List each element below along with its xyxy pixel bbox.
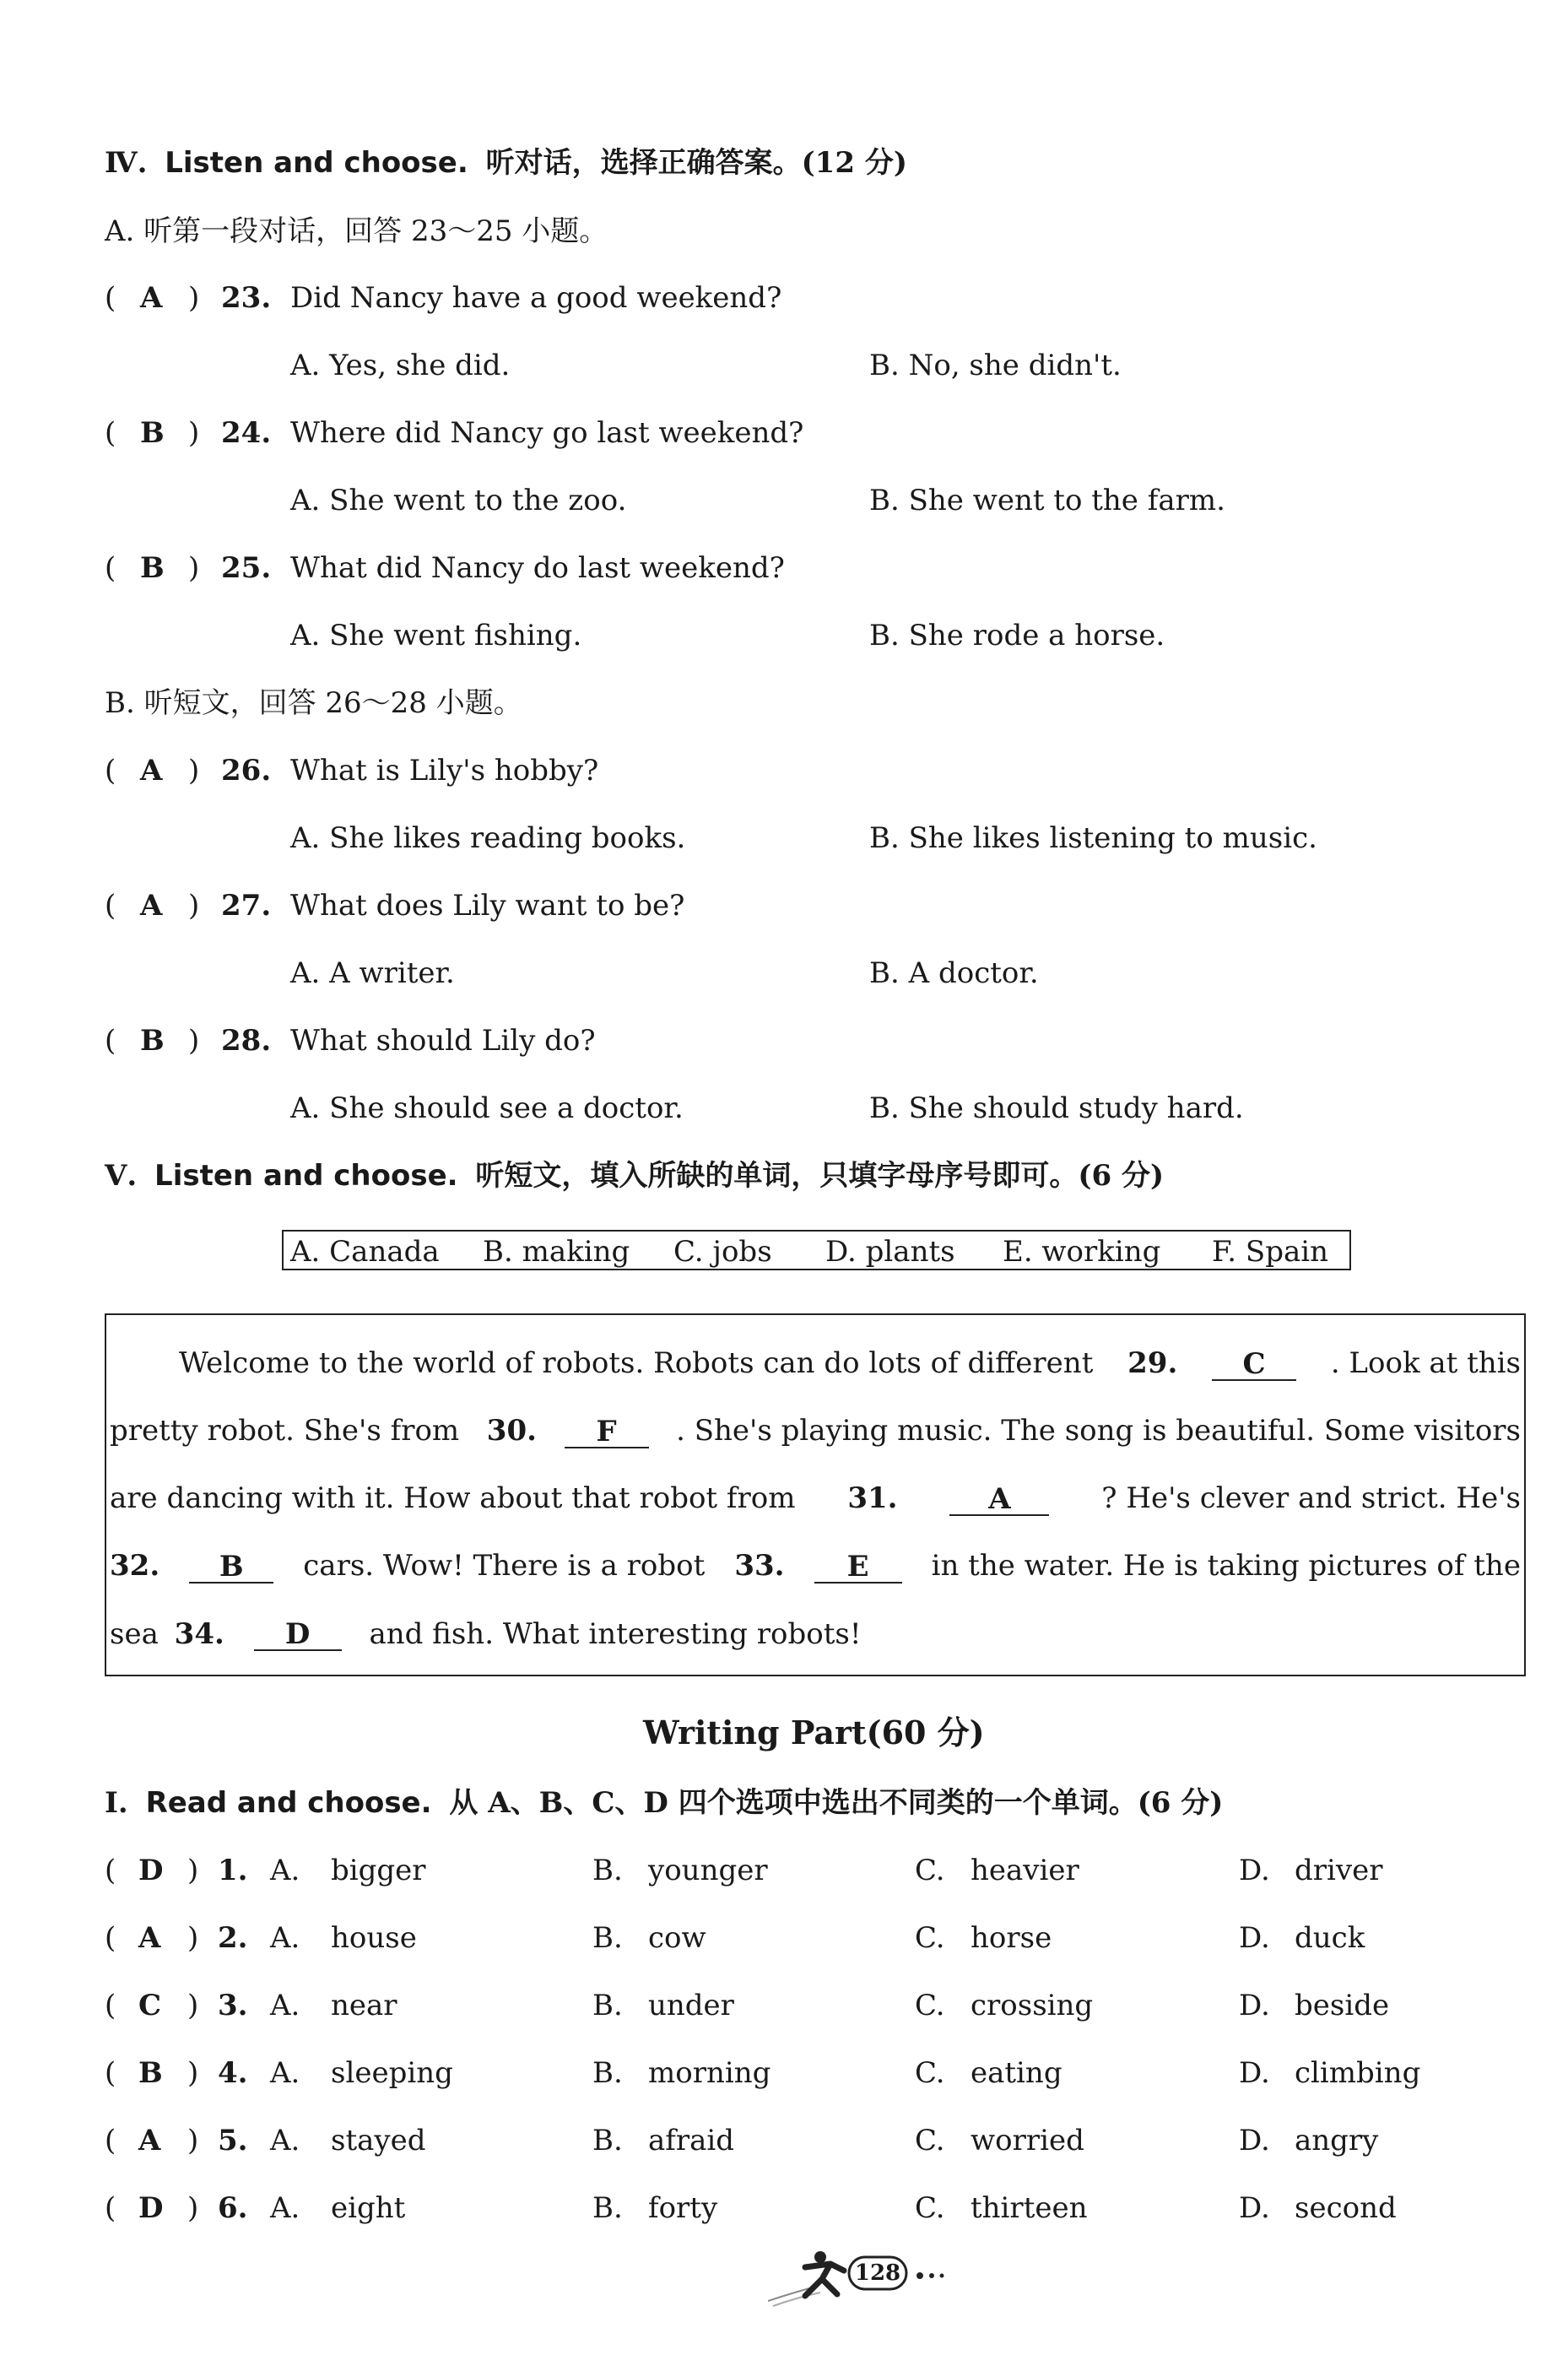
- answer-paren-open: (: [105, 1024, 116, 1058]
- option-b-label: B.: [592, 1921, 623, 1955]
- question-text: Did Nancy have a good weekend?: [290, 281, 782, 315]
- answer-blank: A: [949, 1484, 1049, 1516]
- option-a: A. She went to the zoo.: [290, 484, 627, 517]
- blank-number: 32.: [110, 1549, 160, 1583]
- option-c: crossing: [971, 1989, 1094, 2022]
- option-b: morning: [648, 2056, 771, 2090]
- passage-text: . She's playing music. The song is beautiful. Some visitors: [676, 1414, 1521, 1448]
- option-a: house: [331, 1921, 417, 1955]
- blank-number: 34.: [174, 1617, 224, 1651]
- question-number: 28.: [221, 1024, 272, 1058]
- option-a-label: A.: [270, 1921, 300, 1955]
- option-d-label: D.: [1239, 2124, 1270, 2157]
- option-a-label: A.: [270, 2124, 300, 2157]
- answer-value: A: [140, 754, 163, 788]
- option-a: bigger: [331, 1854, 426, 1887]
- answer-paren-open: (: [105, 2124, 116, 2157]
- option-c-label: C.: [915, 1854, 945, 1887]
- option-c-label: C.: [915, 2191, 945, 2225]
- passage-text: cars. Wow! There is a robot: [303, 1549, 706, 1583]
- option-c-label: C.: [915, 1921, 945, 1955]
- answer-paren-open: (: [105, 889, 116, 923]
- question-number: 26.: [221, 754, 272, 788]
- option-a-label: A.: [270, 2056, 300, 2090]
- passage-line: [110, 1481, 1521, 1516]
- question-number: 25.: [221, 551, 272, 585]
- option-d: angry: [1295, 2124, 1379, 2157]
- option-a: eight: [331, 2191, 406, 2225]
- answer-value: B: [140, 551, 165, 585]
- option-b: B. She likes listening to music.: [869, 821, 1317, 855]
- option-a: A. She should see a doctor.: [290, 1091, 684, 1125]
- answer-paren-close: ): [187, 2056, 199, 2090]
- answer-blank: D: [254, 1619, 342, 1651]
- option-b: afraid: [648, 2124, 735, 2157]
- answer-value: A: [140, 281, 163, 315]
- question-text: What did Nancy do last weekend?: [290, 551, 785, 585]
- word-option-a: A. Canada: [290, 1235, 440, 1269]
- question-number: 23.: [221, 281, 272, 315]
- option-b: B. She rode a horse.: [869, 619, 1165, 652]
- section5-instruction: 听短文，填入所缺的单词，只填字母序号即可。(6 分): [475, 1159, 1165, 1193]
- writing-section1-num: Ⅰ.: [105, 1786, 128, 1820]
- answer-paren-open: (: [105, 1921, 116, 1955]
- answer-paren-open: (: [105, 416, 116, 450]
- option-d-label: D.: [1239, 2056, 1270, 2090]
- option-d: duck: [1295, 1921, 1365, 1955]
- answer-paren-close: ): [187, 2124, 199, 2157]
- option-b: B. She went to the farm.: [869, 484, 1225, 517]
- option-d-label: D.: [1239, 1921, 1270, 1955]
- question-text: Where did Nancy go last weekend?: [290, 416, 804, 450]
- passage-text: are dancing with it. How about that robot from: [110, 1481, 796, 1515]
- answer-paren-close: ): [188, 1024, 200, 1058]
- blank-number: 30.: [486, 1414, 537, 1448]
- option-b: B. She should study hard.: [869, 1091, 1244, 1125]
- option-a: A. She likes reading books.: [290, 821, 686, 855]
- option-d: beside: [1295, 1989, 1390, 2022]
- option-c: worried: [971, 2124, 1084, 2157]
- question-number: 4.: [218, 2056, 248, 2090]
- option-a: A. She went fishing.: [290, 619, 582, 652]
- section4-title: Listen and choose.: [165, 146, 468, 180]
- answer-paren-close: ): [187, 1989, 199, 2022]
- answer-paren-close: ): [188, 416, 200, 450]
- option-a: near: [331, 1989, 397, 2022]
- answer-paren-close: ): [187, 2191, 199, 2225]
- question-number: 6.: [218, 2191, 248, 2225]
- answer-paren-close: ): [188, 754, 200, 788]
- writing-section1-header: [105, 1786, 1224, 1820]
- section4-part-b: B. 听短文，回答 26～28 小题。: [105, 686, 522, 720]
- option-d: driver: [1295, 1854, 1383, 1887]
- option-b-label: B.: [592, 2056, 623, 2090]
- answer-value: B: [140, 416, 165, 450]
- option-b-label: B.: [592, 2191, 623, 2225]
- option-c-label: C.: [915, 1989, 945, 2022]
- answer-paren-open: (: [105, 551, 116, 585]
- option-d-label: D.: [1239, 1854, 1270, 1887]
- word-bank-box: [282, 1230, 1351, 1270]
- option-c-label: C.: [915, 2056, 945, 2090]
- page-footer: [768, 2245, 962, 2318]
- blank-number: 31.: [847, 1481, 898, 1515]
- option-d: climbing: [1295, 2056, 1421, 2090]
- question-text: What does Lily want to be?: [290, 889, 685, 923]
- question-number: 24.: [221, 416, 272, 450]
- option-a-label: A.: [270, 1989, 300, 2022]
- option-b-label: B.: [592, 1989, 623, 2022]
- passage-text: ? He's clever and strict. He's: [1101, 1481, 1521, 1515]
- answer-value: C: [138, 1989, 162, 2022]
- passage-line: [179, 1346, 1521, 1381]
- passage-line: [110, 1551, 1521, 1584]
- question-number: 2.: [218, 1921, 248, 1955]
- option-c: horse: [971, 1921, 1052, 1955]
- question-number: 3.: [218, 1989, 248, 2022]
- option-c: eating: [971, 2056, 1062, 2090]
- option-b-label: B.: [592, 2124, 623, 2157]
- question-number: 27.: [221, 889, 272, 923]
- answer-paren-open: (: [105, 1989, 116, 2022]
- answer-paren-open: (: [105, 754, 116, 788]
- passage-text: . Look at this: [1330, 1346, 1521, 1380]
- option-d-label: D.: [1239, 2191, 1270, 2225]
- option-b: B. A doctor.: [869, 956, 1039, 990]
- word-option-d: D. plants: [825, 1235, 955, 1269]
- answer-blank: E: [814, 1551, 902, 1584]
- answer-paren-close: ): [188, 889, 200, 923]
- answer-value: A: [138, 1921, 161, 1955]
- answer-blank: C: [1212, 1349, 1296, 1381]
- writing-section1-instruction: 从 A、B、C、D 四个选项中选出不同类的一个单词。(6 分): [449, 1786, 1224, 1820]
- answer-value: A: [140, 889, 163, 923]
- answer-value: A: [138, 2124, 161, 2157]
- answer-paren-close: ): [187, 1854, 199, 1887]
- option-a: A. A writer.: [290, 956, 455, 990]
- option-b: younger: [648, 1854, 768, 1887]
- option-b: under: [648, 1989, 734, 2022]
- answer-value: B: [138, 2056, 163, 2090]
- question-number: 5.: [218, 2124, 248, 2157]
- option-a: sleeping: [331, 2056, 453, 2090]
- option-c-label: C.: [915, 2124, 945, 2157]
- blank-number: 29.: [1127, 1346, 1178, 1380]
- answer-paren-open: (: [105, 1854, 116, 1887]
- option-d: second: [1295, 2191, 1397, 2225]
- option-a: stayed: [331, 2124, 426, 2157]
- option-b-label: B.: [592, 1854, 623, 1887]
- option-b: cow: [648, 1921, 706, 1955]
- blank-number: 33.: [734, 1549, 785, 1583]
- section4-header: [105, 146, 907, 180]
- question-text: What is Lily's hobby?: [290, 754, 599, 788]
- passage-text: sea: [110, 1617, 159, 1651]
- passage-line: [110, 1619, 862, 1651]
- answer-paren-open: (: [105, 2056, 116, 2090]
- section5-title: Listen and choose.: [154, 1159, 458, 1193]
- section4-part-a: A. 听第一段对话，回答 23～25 小题。: [105, 214, 608, 248]
- page-number: 128: [854, 2260, 901, 2286]
- option-a: A. Yes, she did.: [290, 349, 511, 382]
- answer-paren-open: (: [105, 281, 116, 315]
- passage-text: Welcome to the world of robots. Robots can do lots of different: [179, 1346, 1094, 1380]
- section4-instruction: 听对话，选择正确答案。(12 分): [485, 146, 907, 180]
- section4-num: Ⅳ.: [105, 146, 148, 180]
- option-c: heavier: [971, 1854, 1079, 1887]
- answer-value: D: [138, 2191, 164, 2225]
- writing-part-title: Writing Part(60 分): [643, 1713, 985, 1751]
- question-text: What should Lily do?: [290, 1024, 596, 1058]
- section5-header: [105, 1159, 1165, 1193]
- passage-text: in the water. He is taking pictures of the: [931, 1549, 1521, 1583]
- answer-blank: F: [565, 1416, 649, 1448]
- section5-num: Ⅴ.: [105, 1159, 138, 1193]
- word-option-f: F. Spain: [1212, 1235, 1329, 1269]
- word-option-e: E. working: [1003, 1235, 1161, 1269]
- answer-value: D: [138, 1854, 164, 1887]
- option-a-label: A.: [270, 2191, 300, 2225]
- word-option-b: B. making: [483, 1235, 630, 1269]
- option-b: forty: [648, 2191, 718, 2225]
- question-number: 1.: [218, 1854, 248, 1887]
- answer-paren-close: ): [188, 551, 200, 585]
- passage-line: [110, 1416, 1521, 1448]
- passage-text: and fish. What interesting robots!: [369, 1617, 862, 1651]
- option-c: thirteen: [971, 2191, 1088, 2225]
- option-b: B. No, she didn't.: [869, 349, 1122, 382]
- answer-paren-open: (: [105, 2191, 116, 2225]
- passage-box: [105, 1313, 1526, 1676]
- option-a-label: A.: [270, 1854, 300, 1887]
- answer-value: B: [140, 1024, 165, 1058]
- answer-paren-close: ): [187, 1921, 199, 1955]
- answer-blank: B: [189, 1551, 273, 1584]
- option-d-label: D.: [1239, 1989, 1270, 2022]
- passage-text: pretty robot. She's from: [110, 1414, 460, 1448]
- writing-section1-title: Read and choose.: [145, 1786, 432, 1820]
- word-option-c: C. jobs: [673, 1235, 772, 1269]
- answer-paren-close: ): [188, 281, 200, 315]
